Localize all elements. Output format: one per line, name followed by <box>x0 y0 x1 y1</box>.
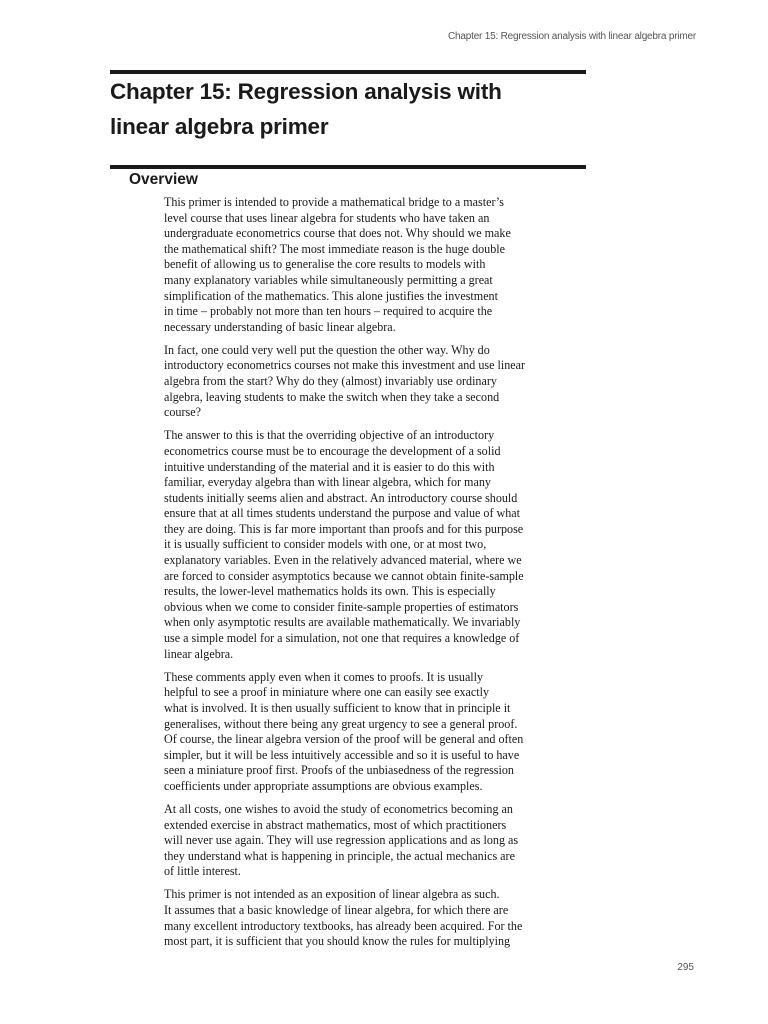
paragraph-line: In fact, one could very well put the question the other way. Why do <box>164 342 490 357</box>
paragraph-line: many excellent introductory textbooks, has already been acquired. For the <box>164 918 523 933</box>
paragraph <box>164 887 588 949</box>
paragraph-line: in time – probably not more than ten hours – required to acquire the <box>164 304 493 319</box>
paragraph <box>164 343 588 421</box>
paragraph-line: The answer to this is that the overriding objective of an introductory <box>164 428 495 443</box>
body-text <box>164 195 588 957</box>
paragraph-line: level course that uses linear algebra for students who have taken an <box>164 210 490 225</box>
paragraph-line: algebra from the start? Why do they (almost) invariably use ordinary <box>164 374 497 389</box>
paragraph-line: will never use again. They will use regression applications and as long as <box>164 833 519 848</box>
chapter-title-line-1: Chapter 15: Regression analysis with <box>110 79 502 104</box>
chapter-title <box>110 74 590 144</box>
paragraph-line: it is usually sufficient to consider models with one, or at most two, <box>164 537 487 552</box>
paragraph-line: most part, it is sufficient that you should know the rules for multiplying <box>164 934 511 949</box>
paragraph-line: what is involved. It is then usually sufficient to know that in principle it <box>164 700 511 715</box>
paragraph-line: course? <box>164 405 201 420</box>
paragraph-line: coefficients under appropriate assumptions are obvious examples. <box>164 778 483 793</box>
running-header: Chapter 15: Regression analysis with linear algebra primer <box>448 31 696 42</box>
paragraph-line: simpler, but it will be less intuitively accessible and so it is useful to have <box>164 747 520 762</box>
paragraph-line: introductory econometrics courses not make this investment and use linear <box>164 358 526 373</box>
paragraph-line: It assumes that a basic knowledge of linear algebra, for which there are <box>164 903 509 918</box>
paragraph-line: linear algebra. <box>164 646 234 661</box>
section-heading: Overview <box>129 171 198 188</box>
page-number: 295 <box>677 962 694 973</box>
paragraph-line: benefit of allowing us to generalise the core results to models with <box>164 257 486 272</box>
paragraph-line: generalises, without there being any great urgency to see a general proof. <box>164 716 518 731</box>
paragraph-line: algebra, leaving students to make the switch when they take a second <box>164 389 500 404</box>
paragraph-line: when only asymptotic results are available mathematically. We invariably <box>164 615 521 630</box>
paragraph-line: necessary understanding of basic linear algebra. <box>164 319 396 334</box>
paragraph-line: econometrics course must be to encourage the development of a solid <box>164 443 501 458</box>
paragraph-line: explanatory variables. Even in the relatively advanced material, where we <box>164 553 522 568</box>
paragraph-line: simplification of the mathematics. This alone justifies the investment <box>164 288 498 303</box>
paragraph-line: they are doing. This is far more important than proofs and for this purpose <box>164 521 524 536</box>
paragraph-line: are forced to consider asymptotics because we cannot obtain finite-sample <box>164 568 524 583</box>
paragraph-line: Of course, the linear algebra version of the proof will be general and often <box>164 732 524 747</box>
paragraph-line: seen a miniature proof first. Proofs of the unbiasedness of the regression <box>164 763 514 778</box>
paragraph <box>164 670 588 795</box>
paragraph-line: This primer is not intended as an exposition of linear algebra as such. <box>164 887 500 902</box>
paragraph-line: ensure that at all times students understand the purpose and value of what <box>164 506 520 521</box>
chapter-title-line-2: linear algebra primer <box>110 114 329 139</box>
paragraph <box>164 802 588 880</box>
paragraph-line: familiar, everyday algebra than with linear algebra, which for many <box>164 475 491 490</box>
paragraph-line: the mathematical shift? The most immediate reason is the huge double <box>164 241 505 256</box>
paragraph-line: At all costs, one wishes to avoid the study of econometrics becoming an <box>164 801 513 816</box>
paragraph-line: This primer is intended to provide a mathematical bridge to a master’s <box>164 195 504 209</box>
paragraph-line: These comments apply even when it comes to proofs. It is usually <box>164 669 484 684</box>
paragraph-line: students initially seems alien and abstract. An introductory course should <box>164 490 518 505</box>
paragraph-line: undergraduate econometrics course that does not. Why should we make <box>164 226 511 241</box>
paragraph-line: of little interest. <box>164 864 241 879</box>
paragraph-line: extended exercise in abstract mathematics, most of which practitioners <box>164 817 507 832</box>
paragraph <box>164 428 588 662</box>
paragraph-line: helpful to see a proof in miniature where one can easily see exactly <box>164 685 490 700</box>
paragraph-line: they understand what is happening in principle, the actual mechanics are <box>164 848 515 863</box>
paragraph-line: many explanatory variables while simultaneously permitting a great <box>164 272 493 287</box>
paragraph-line: results, the lower-level mathematics holds its own. This is especially <box>164 584 496 599</box>
paragraph-line: use a simple model for a simulation, not one that requires a knowledge of <box>164 631 520 646</box>
paragraph-line: intuitive understanding of the material and it is easier to do this with <box>164 459 495 474</box>
paragraph <box>164 195 588 335</box>
paragraph-line: obvious when we come to consider finite-sample properties of estimators <box>164 599 519 614</box>
